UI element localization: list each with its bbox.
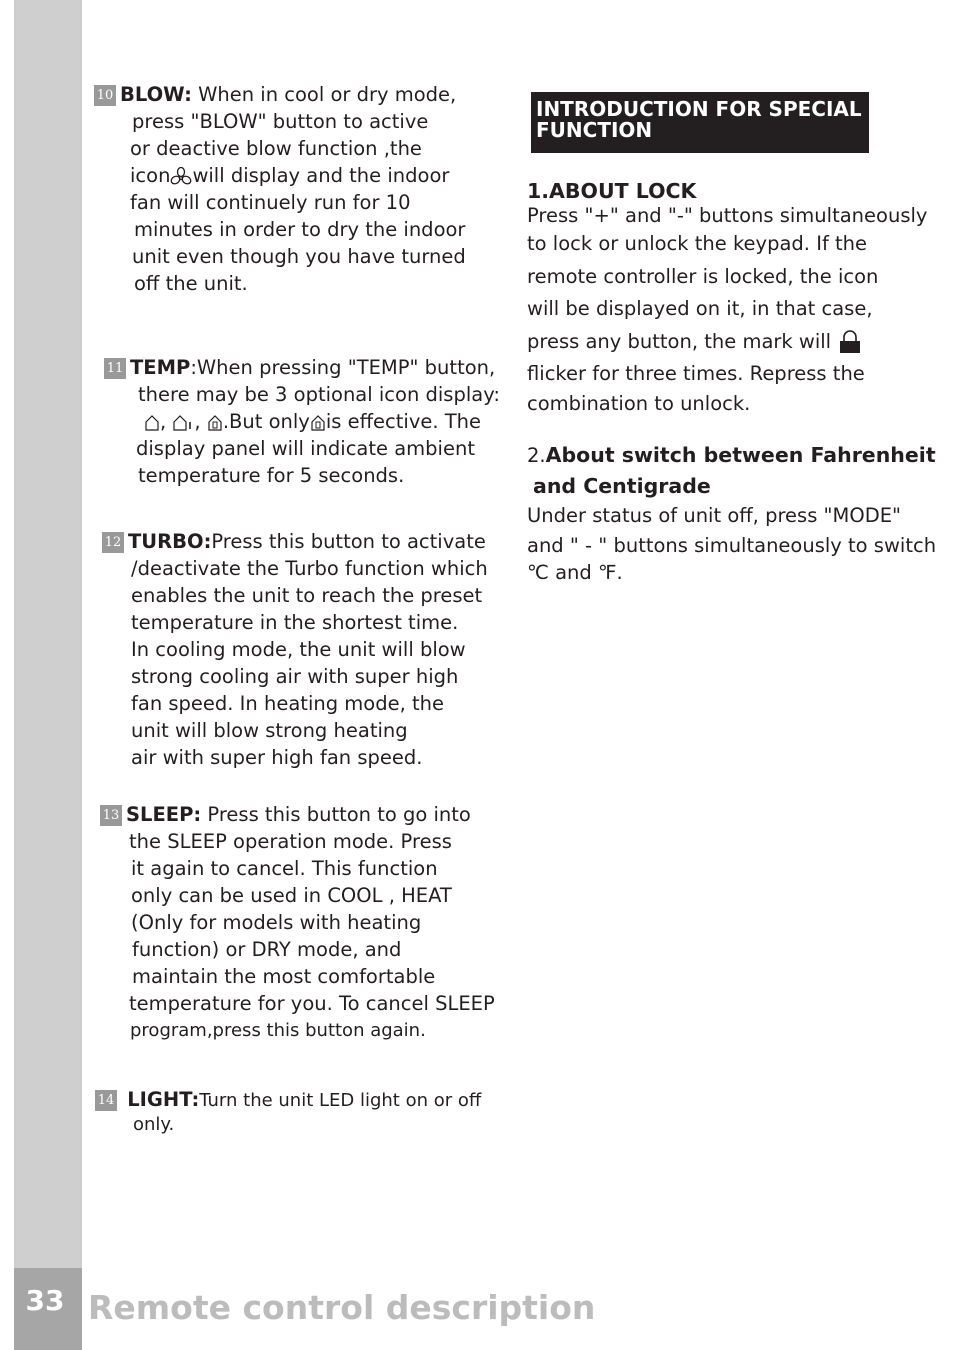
side-bar xyxy=(14,0,82,1350)
intro-title: INTRODUCTION FOR SPECIAL FUNCTION xyxy=(536,97,862,142)
house-indoor-icon xyxy=(310,414,326,432)
house-indoor-icon xyxy=(207,414,223,432)
item-label: BLOW: xyxy=(120,83,192,106)
section-fahrenheit-centigrade: 2.About switch between Fahrenheit and Centigrade Under status of unit off, press "MODE" and " - " buttons simultaneously to switch ℃ and ℉. xyxy=(527,443,937,584)
item-number: 11 xyxy=(104,358,126,379)
section-heading: About switch between Fahrenheit xyxy=(545,443,936,467)
house-outdoor-icon xyxy=(172,414,194,432)
footer-title: Remote control description xyxy=(88,1288,596,1327)
lock-icon xyxy=(837,330,863,354)
item-number: 14 xyxy=(95,1090,117,1111)
item-label: TEMP xyxy=(130,356,191,379)
item-blow: 10 BLOW: When in cool or dry mode, press "BLOW" button to active or deactive blow function ,the icon will display and the indoor fan will continuely run for 10 minutes in order to dry the indoor unit even though you have turned off the unit. xyxy=(94,81,514,297)
section-about-lock: 1.ABOUT LOCK Press "+" and "-" buttons simultaneously to lock or unlock the keypad. If the remote controller is locked, the icon will be displayed on it, in that case, press any button, the mark will flicker for three times. Repress the combination to unlock. xyxy=(527,178,937,417)
item-label: LIGHT: xyxy=(127,1088,200,1111)
fan-icon xyxy=(170,167,192,187)
item-label: TURBO: xyxy=(128,530,212,553)
item-temp: 11 TEMP:When pressing "TEMP" button, there may be 3 optional icon display: , , .But only is effective. The display panel will indicate ambient temperature for 5 seconds. xyxy=(104,354,524,489)
house-icon xyxy=(144,414,160,432)
item-sleep: 13 SLEEP: Press this button to go into the SLEEP operation mode. Press it again to cancel. This function only can be used in COOL , HEAT (Only for models with heating function) or DRY mode, and maintain the most comfortable temperature for you. To cancel SLEEP program,press this button again. xyxy=(100,801,520,1044)
item-light: 14 LIGHT:Turn the unit LED light on or off only. xyxy=(95,1086,515,1136)
page-number: 33 xyxy=(25,1284,65,1317)
item-turbo: 12 TURBO:Press this button to activate /deactivate the Turbo function which enables the unit to reach the preset temperature in the shortest time. In cooling mode, the unit will blow strong cooling air with super high fan speed. In heating mode, the unit will blow strong heating air with super high fan speed. xyxy=(102,528,522,771)
section-heading: 1.ABOUT LOCK xyxy=(527,179,697,203)
item-number: 10 xyxy=(94,85,116,106)
item-number: 12 xyxy=(102,532,124,553)
item-label: SLEEP: xyxy=(126,803,202,826)
item-number: 13 xyxy=(100,805,122,826)
